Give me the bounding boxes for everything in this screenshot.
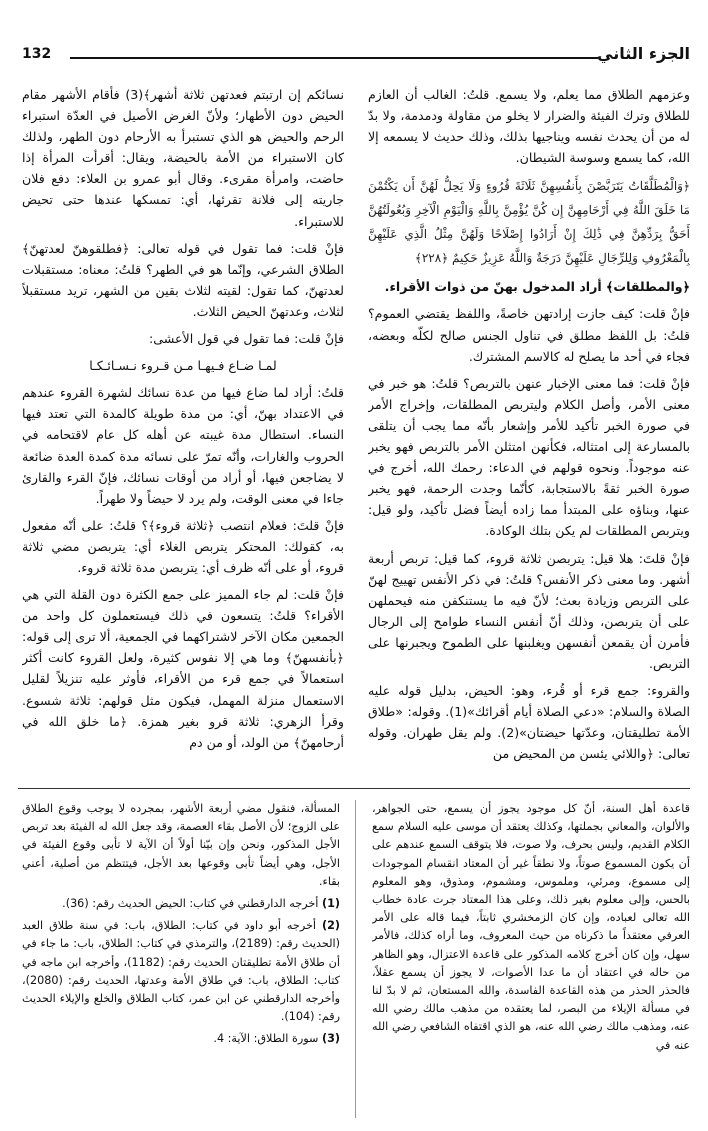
page-number: 132: [22, 46, 52, 62]
paragraph: وعزمهم الطلاق مما يعلم، ولا يسمع. قلتُ: الغالب أن العازم للطلاق وترك الفيئة والضرار لا يخلو من مقاولة ودمدمة، ولا بدّ له من أن يحدث نفسه ويناجيها بذلك، وذلك حديث لا يسمعه إلا الله، كما يسمع وسوسة الشيطان.: [368, 87, 690, 166]
footnote: [22, 895, 340, 913]
footnote-text: سورة الطلاق: الآية: 4.: [213, 1032, 319, 1046]
footnotes-left: [22, 800, 340, 1126]
paragraph: فإنْ قلت: فما معنى الإخبار عنهن بالتربص؟ قلتُ: هو خبر في معنى الأمر، وأصل الكلام وليتربص المطلقات، وإخراج الأمر في صورة الخبر تأكيد للأمر وإشعار بأنّه مما يجب أن يتلقى بالمسارعة إلى امتثاله، فكأنهن امتثلن الأمر بالتربص فهو يخبر عنه موجوداً. ونحوه قولهم في الدعاء: رحمك الله، أخرج في صورة الخبر ثقةً بالاستجابة، كأنّما وجدت الرحمة، فهو يخبر عنها، وبناؤه على المبتدأ مما زاده أيضاً فضل تأكيد، ولو قيل: ويتربص المطلقات لم يكن بتلك الوكادة.: [368, 375, 690, 539]
page-header: [22, 44, 690, 72]
footnote-continuation: قاعدة أهل السنة، أنّ كل موجود يجوز أن يسمع، حتى الجواهر، والألوان، والمعاني بجملتها، وكذلك يعتقد أن موسى عليه السلام سمع الكلام القديم، وليس بحرف، ولا صوت، فلا يتوقف السمع عندهم على أن يكون المسموع صوتاً، ولا نطقاً غير أن المعتاد انقسام الموجودات إلى مسموع، ومرئي، وملموس، ومشموم، ومذوق، وهو المعلوم بالحس، وإلى معلوم بغير ذلك، وعلى هذا المعتاد جرت عادة خطاب الله تعالى لعباده، وإن كان الزمخشري ثابتاً، فيما قاله على الأمر العرفي معتقداً ما ذكرناه من حيث المعروف، وما أراه كذلك، فالأمر سهل، وإن كان أخرج كلامه المذكور على قاعدة الاعتزال، وهو الظاهر من حاله في اعتقاد أن ما عدا الأصوات، لا يجوز أن يسمع عقلاً، فالحذر الحذر من هذه القاعدة الفاسدة، والله المستعان، ثم لا بدّ لنا في مسألة الإيلاء من البصر، لما يعتقده من مذهب مالك رضي الله عنه، ومذهب مالك رضي الله عنه، هو الذي اقتفاه الشافعي رضي الله عنه في: [372, 802, 690, 1052]
footnote-text: أخرجه الدارقطني في كتاب: الحيض الحديث رقم: (36).: [62, 897, 319, 911]
paragraph: فإنْ قلت: فما تقول في قوله تعالى: ﴿فطلقوهنّ لعدتهنّ﴾ الطلاق الشرعي، وإنّما هو في الطهر؟ قلتُ: معناه: مستقبلات لعدتهنّ، كما تقول: لقيته لثلاث بقين من الشهر، تريد مستقبلاً لثلاث، وعدتهنّ الحيض الثلاث.: [22, 240, 344, 319]
footnote: [22, 917, 340, 1026]
footnote-number: (1): [321, 897, 340, 911]
poem-verse: لمـا ضـاع فـيهـا مـن قـروء نـسـائـكـا: [89, 358, 277, 374]
footnote-number: (3): [321, 1032, 340, 1046]
paragraph: فإنْ قلت: فما تقول في قول الأعشى:: [149, 331, 344, 347]
footnote-separator: [18, 788, 690, 789]
paragraph: نسائكم إن ارتبتم فعدتهن ثلاثة أشهر﴾(3) فأقام الأشهر مقام الحيض دون الأطهار؛ ولأنّ الغرض الأصيل في العدّة استبراء الرحم والحيض هو الذي تستبرأ به الأرحام دون الطهر، ولذلك كان الاستبراء من الأمة بالحيضة، ويقال: أقرأت المرأة إذا حاضت، وامرأة مقرىء. وقال أبو عمرو بن العلاء: دفع فلان جاريته إلى فلانة تقرئها، أي: تمسكها عندها حتى تحيض للاستبراء.: [22, 87, 344, 229]
paragraph: فإنْ قلتَ: هلا قيل: يتربصن ثلاثة قروء، كما قيل: تربص أربعة أشهر. وما معنى ذكر الأنفس؟ قلتُ: في ذكر الأنفس تهييج لهنّ على التربص وزيادة بعث؛ لأنّ فيه ما يستنكفن منه فيحملهن على أن يتربصن، وذلك أنّ أنفس النساء طوامح إلى الرجال فأمرن أن يقمعن أنفسهن ويغلبنها على الطموح ويجبرنها على التربص.: [368, 550, 690, 671]
paragraph: فإنْ قلتَ: فعلام انتصب ﴿ثلاثة قروء﴾؟ قلتُ: على أنّه مفعول به، كقولك: المحتكر يتربص الغلاء أي: يتربصن مضي ثلاثة قروء، أو على أنّه ظرف أي: يتربصن مدة ثلاثة قروء.: [22, 517, 344, 575]
paragraph: فإنْ قلت: لم جاء المميز على جمع الكثرة دون القلة التي هي الأقراء؟ قلتُ: يتسعون في ذلك فيستعملون كل واحد من الجمعين مكان الآخر لاشتراكهما في الجمعية، ألا ترى إلى قوله: ﴿بأنفسهنّ﴾ وما هي إلا نفوس كثيرة، ولعل القروء كانت أكثر استعمالاً في جمع قرء من الأقراء، فأوثر عليه تنزيلاً لقليل الاستعمال منزلة المهمل، فيكون مثل قولهم: ثلاثة شسوع. وقرأ الزهري: ثلاثة قرو بغير همزة. ﴿ما خلق الله في أرحامهنّ﴾ من الولد، أو من دم: [22, 587, 344, 750]
paragraph: ﴿والمطلقات﴾ أراد المدخول بهنّ من ذوات الأقراء.: [384, 279, 690, 295]
quran-verse: ﴿وَالْمُطَلَّقَاتُ يَتَرَبَّصْنَ بِأَنفُسِهِنَّ ثَلَاثَةَ قُرُوءٍ وَلَا يَحِلُّ لَهُنَّ أَن يَكْتُمْنَ مَا خَلَقَ اللَّهُ فِي أَرْحَامِهِنَّ إِن كُنَّ يُؤْمِنَّ بِاللَّهِ وَالْيَوْمِ الْآخِرِ وَبُعُولَتُهُنَّ أَحَقُّ بِرَدِّهِنَّ فِي ذَٰلِكَ إِنْ أَرَادُوا إِصْلَاحًا وَلَهُنَّ مِثْلُ الَّذِي عَلَيْهِنَّ بِالْمَعْرُوفِ وَلِلرِّجَالِ عَلَيْهِنَّ دَرَجَةٌ وَاللَّهُ عَزِيزٌ حَكِيمٌ ﴿٢٢٨﴾: [368, 179, 690, 266]
footnote-column-divider: [355, 800, 356, 1118]
left-column: [22, 84, 344, 780]
header-rule: [70, 57, 598, 59]
footnotes-right: [372, 800, 690, 1126]
footnote-text: أخرجه أبو داود في كتاب: الطلاق، باب: في سنة طلاق العبد (الحديث رقم: (2189)، والترمذي في كتاب: الطلاق، باب: ما جاء في أن طلاق الأمة تطليقتان الحديث رقم: (1182)، وأخرجه ابن ماجه في كتاب: الطلاق، باب: في طلاق الأمة وعدتها، الحديث رقم: (2080)، وأخرجه الدارقطني عن ابن عمر، كتاب الطلاق والخلع والإيلاء الحديث رقم: (104).: [22, 919, 340, 1024]
volume-title: الجزء الثاني: [597, 44, 690, 63]
footnote-number: (2): [321, 919, 340, 933]
paragraph: فإنْ قلت: كيف جازت إرادتهن خاصةً، واللفظ يقتضي العموم؟ قلتُ: بل اللفظ مطلق في تناول الجنس صالح لكلّه وبعضه، فجاء في أحد ما يصلح له كالاسم المشترك.: [368, 306, 690, 364]
footnote-continuation: المسألة، فنقول مضي أربعة الأشهر، بمجرده لا يوجب وقوع الطلاق على الزوج؛ لأن الأصل بقاء العصمة، وقد جعل الله له الفيئة بعد تربص الأجل المذكور، ونحن وإن بيّنا أولاً أن الآية لا تأبى وقوع الفيئة في الأجل، وهي أيضاً تأبى وقوعها بعد الأجل، فيتتظم من أصلية، أعني بقاء.: [22, 802, 340, 888]
paragraph: والقروء: جمع قرء أو قُرء، وهو: الحيض، بدليل قوله عليه الصلاة والسلام: «دعي الصلاة أيام أقرائك»(1). وقوله: «طلاق الأمة تطليقتان، وعدّتها حيضتان»(2). ولم يقل طهران. وقوله تعالى: ﴿واللائي يئسن من المحيض من: [368, 683, 690, 762]
footnote: [22, 1030, 340, 1048]
right-column: [368, 84, 690, 780]
paragraph: قلتُ: أراد لما ضاع فيها من عدة نسائك لشهرة القروء عندهم في الاعتداد بهنّ، أي: من مدة طويلة كالمدة التي تعتد فيها النساء. استطال مدة غيبته عن أهله كل عام لاقتحامه في الحروب والغارات، وأنّه تمرّ على نسائه مدة كمدة العدة ضائعة لا يضاجعن فيها، أو أراد من أوقات نسائك، فإنّ القرء والقارئ جاءا في معنى الوقت، ولم يرد لا حيضاً ولا طهراً.: [22, 385, 344, 506]
